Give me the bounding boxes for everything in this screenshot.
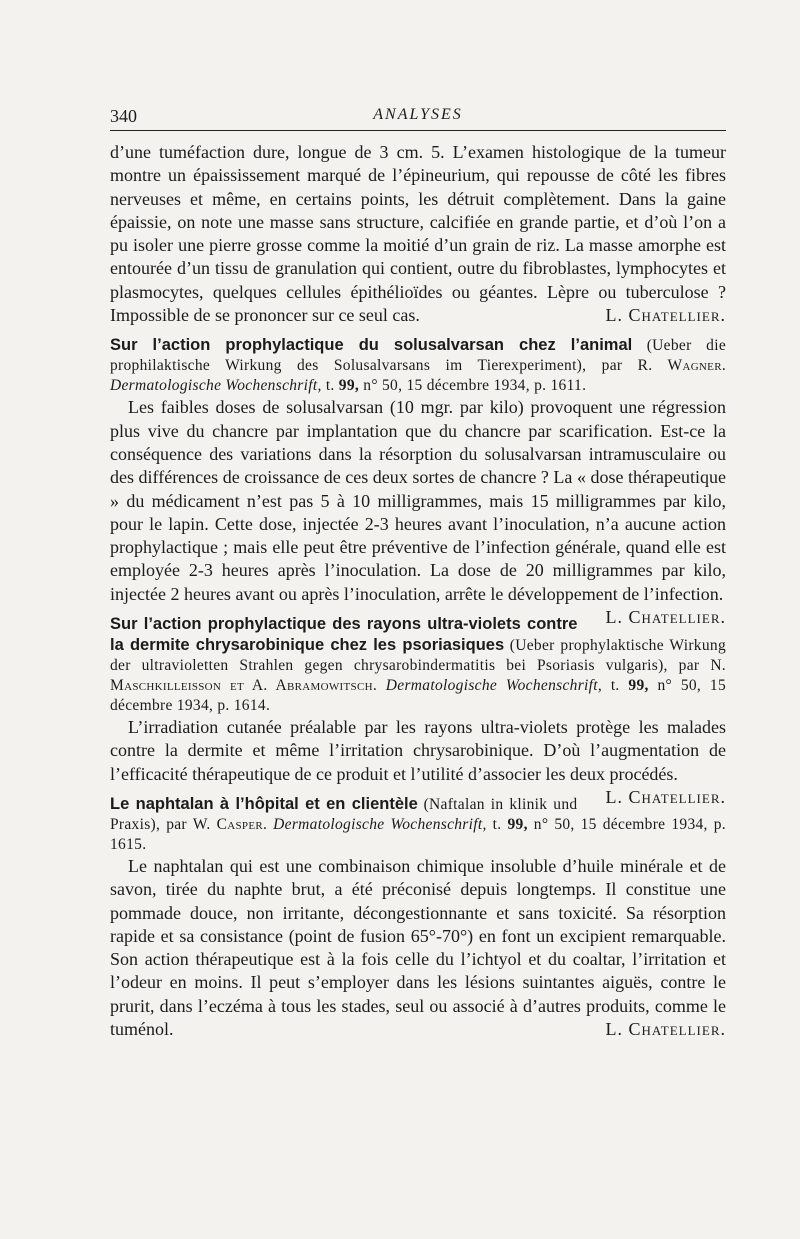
running-title: ANALYSES <box>373 106 463 123</box>
article-1-authors: R. Wagner. <box>637 357 727 375</box>
page-number: 340 <box>110 106 137 126</box>
article-1-journal: Dermatologische Wochenschrift, <box>110 377 322 395</box>
article-1 <box>110 335 727 628</box>
article-2-signature: L. Chatellier. <box>605 786 726 807</box>
article-2-volume: 99, <box>628 677 649 695</box>
article-1-issue-date: n° 50, 15 décembre 1934, p. 1611. <box>363 377 587 395</box>
article-1-title: Sur l’action prophylactique du solusalvarsan chez l’animal <box>110 336 633 355</box>
article-1-original-title: (Ueber die prophilaktische Wirkung des Solusalvarsans im Tierexperiment), par <box>110 337 727 375</box>
article-2-title: Sur l’action prophylactique des rayons ultra-violets contre la dermite chrysarobinique chez les psoriasiques <box>110 615 578 655</box>
intro-text: d’une tuméfaction dure, longue de 3 cm. 5. L’examen histologique de la tumeur montre un épaississement marqué de l’épineurium, qui repousse de côté les fibres nerveuses et même, en certains points, les détruit complètement. Dans la gaine épaissie, on note une masse sans structure, calcifiée en grande partie, et d’où l’on a pu isoler une pierre grosse comme la moitié d’un grain de riz. La masse amorphe est entourée d’un tissu de granulation qui contient, outre du fibroblastes, lymphocytes et plasmocytes, quelques cellules épithélioïdes ou géantes. Lèpre ou tuberculose ? Impossible de se prononcer sur ce seul cas. <box>110 142 726 326</box>
article-1-tome-label: t. <box>325 377 335 395</box>
article-3-tome-label: t. <box>492 815 502 833</box>
article-2-original-title: (Ueber prophylaktische Wirkung der ultravioletten Strahlen gegen chrysarobindermatitis bei Psoriasis vulgaris), par <box>110 637 726 675</box>
article-2-issue-date: n° 50, 15 décembre 1934, p. 1614. <box>110 677 726 715</box>
article-3-journal: Dermatologische Wochenschrift, <box>273 815 487 833</box>
article-3-body <box>110 855 726 1041</box>
article-1-body-text: Les faibles doses de solusalvarsan (10 mgr. par kilo) provoquent une régression plus vive du chancre par implantation que du chancre par scarification. Est-ce la conséquence des variations dans la résorption du solusalvarsan intramusculaire ou des différences de croissance de ces deux sortes de chancre ? La « dose thérapeutique » du médicament n’est pas 5 à 10 milligrammes, mais 15 milligrammes par kilo, pour le lapin. Cette dose, injectée 2-3 heures avant l’inoculation, n’a aucune action prophylactique ; mais elle peut être préventive de l’infection générale, quand elle est employée 2-3 heures après l’inoculation. La dose de 20 milligrammes par kilo, injectée 2 heures avant ou après l’inoculation, arrête le développement de l’infection. <box>110 397 726 604</box>
article-2-body-text: L’irradiation cutanée préalable par les rayons ultra-violets protège les malades contre la dermite et même l’irritation chrysarobinique. D’où l’augmentation de l’efficacité thérapeutique de ce produit et l’utilité d’associer les deux procédés. <box>110 717 726 784</box>
running-header <box>110 100 726 131</box>
article-1-heading <box>110 335 726 396</box>
article-1-signature: L. Chatellier. <box>605 607 726 628</box>
article-1-body <box>110 396 726 628</box>
article-2-journal: Dermatologische Wochenschrift, <box>385 677 603 695</box>
article-3 <box>110 794 726 1041</box>
article-3-signature: L. Chatellier. <box>605 1019 726 1040</box>
article-3-original-title: (Naftalan in klinik und Praxis), par <box>110 795 578 833</box>
article-3-title: Le naphtalan à l’hôpital et en clientèle <box>110 794 418 813</box>
article-2-heading <box>110 614 726 716</box>
article-3-body-text: Le naphtalan qui est une combinaison chimique insoluble d’huile minérale et de savon, tirée du naphte brut, a été préconisé depuis longtemps. Il constitue une pommade douce, non irritante, décongestionnante et sans toxicité. Sa résorption rapide et sa consistance (point de fusion 65°-70°) en font un excipient remarquable. Son action thérapeutique est à la fois celle du l’ichtyol et du coaltar, l’irritation et l’odeur en moins. Il peut s’employer dans les lésions suintantes aiguës, contre le prurit, dans l’eczéma à tous les stades, seul ou associé à d’autres produits, comme le tuménol. <box>110 855 726 1040</box>
article-3-issue-date: n° 50, 15 décembre 1934, p. 1615. <box>110 815 726 853</box>
intro-paragraph <box>110 141 726 327</box>
article-3-volume: 99, <box>507 815 528 833</box>
intro-signature: L. Chatellier. <box>605 305 726 326</box>
article-3-authors: W. Casper. <box>192 815 268 833</box>
article-1-volume: 99, <box>338 377 360 395</box>
article-2-authors: N. Maschkilleisson et A. Abramowitsch. <box>110 657 726 695</box>
page <box>110 100 726 1041</box>
article-2-tome-label: t. <box>610 677 620 695</box>
